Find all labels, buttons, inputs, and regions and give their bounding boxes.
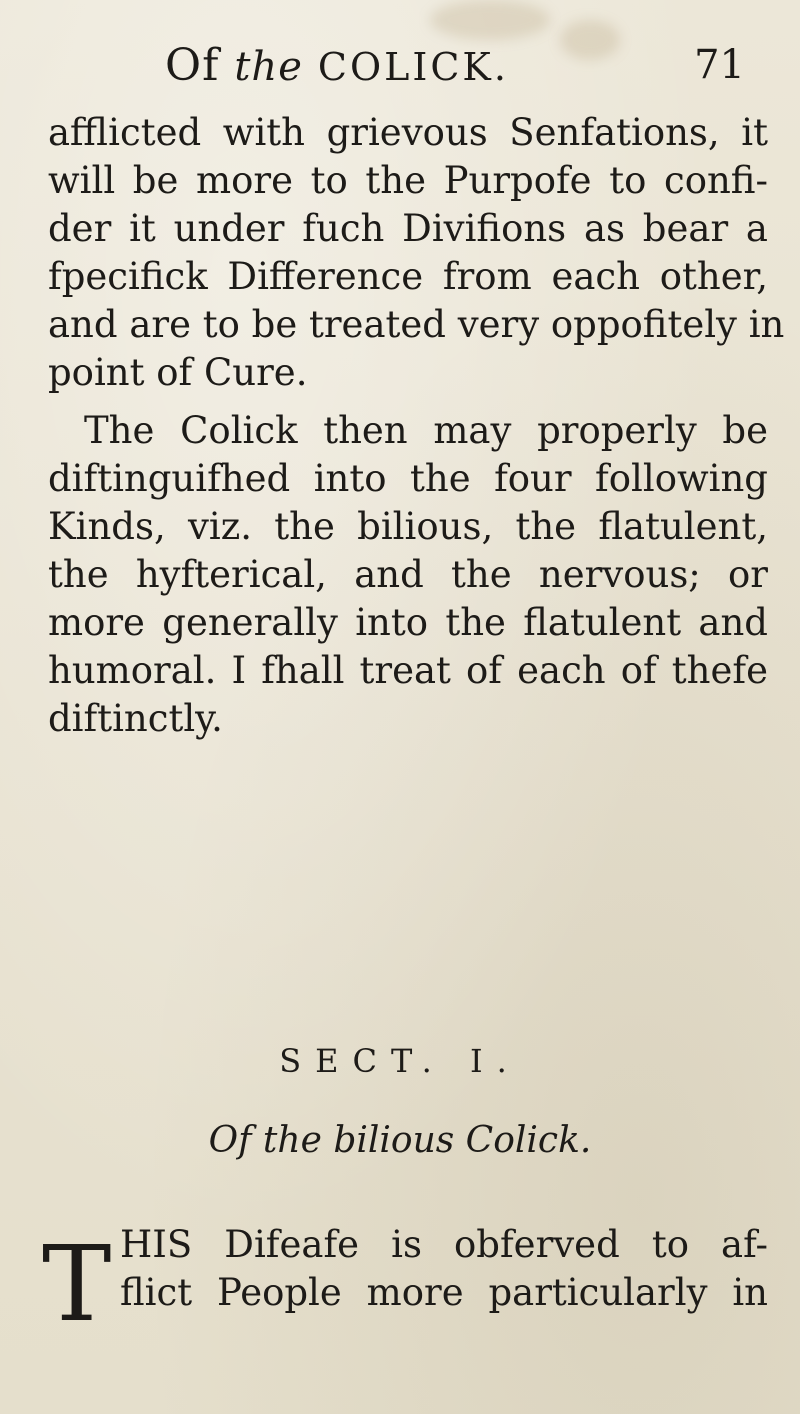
text-line: diftinguifhed into the four following <box>48 457 768 500</box>
text-line: flict People more particularly in <box>120 1271 768 1314</box>
text-line: afflicted with grievous Senfations, it <box>48 111 768 154</box>
text-line: more generally into the flatulent and <box>48 601 768 644</box>
page-header <box>165 40 745 100</box>
section-title: Of the bilious Colick. <box>208 1120 592 1161</box>
text-line: and are to be treated very oppofitely in <box>48 303 785 346</box>
text-line: HIS Difeafe is obferved to af- <box>120 1223 768 1266</box>
text-line: diftinctly. <box>48 697 223 740</box>
text-line: Kinds, viz. the bilious, the flatulent, <box>48 505 768 548</box>
text-line: fpecifick Difference from each other, <box>48 255 768 298</box>
text-line: The Colick then may properly be <box>84 409 768 452</box>
stain <box>430 0 550 40</box>
text-line: humoral. I fhall treat of each of thefe <box>48 649 768 692</box>
text-line: will be more to the Purpofe to confi- <box>48 159 768 202</box>
text-line: point of Cure. <box>48 351 308 394</box>
page-number: 71 <box>694 42 745 88</box>
running-head <box>165 40 509 91</box>
drop-cap: T <box>42 1223 112 1345</box>
running-head-the: the <box>234 44 303 90</box>
text-line: der it under fuch Divifions as bear a <box>48 207 768 250</box>
text-line: the hyfterical, and the nervous; or <box>48 553 768 596</box>
section-heading: SECT. I. <box>279 1042 521 1080</box>
running-head-of: Of <box>165 40 220 91</box>
running-head-title: COLICK. <box>317 45 509 89</box>
